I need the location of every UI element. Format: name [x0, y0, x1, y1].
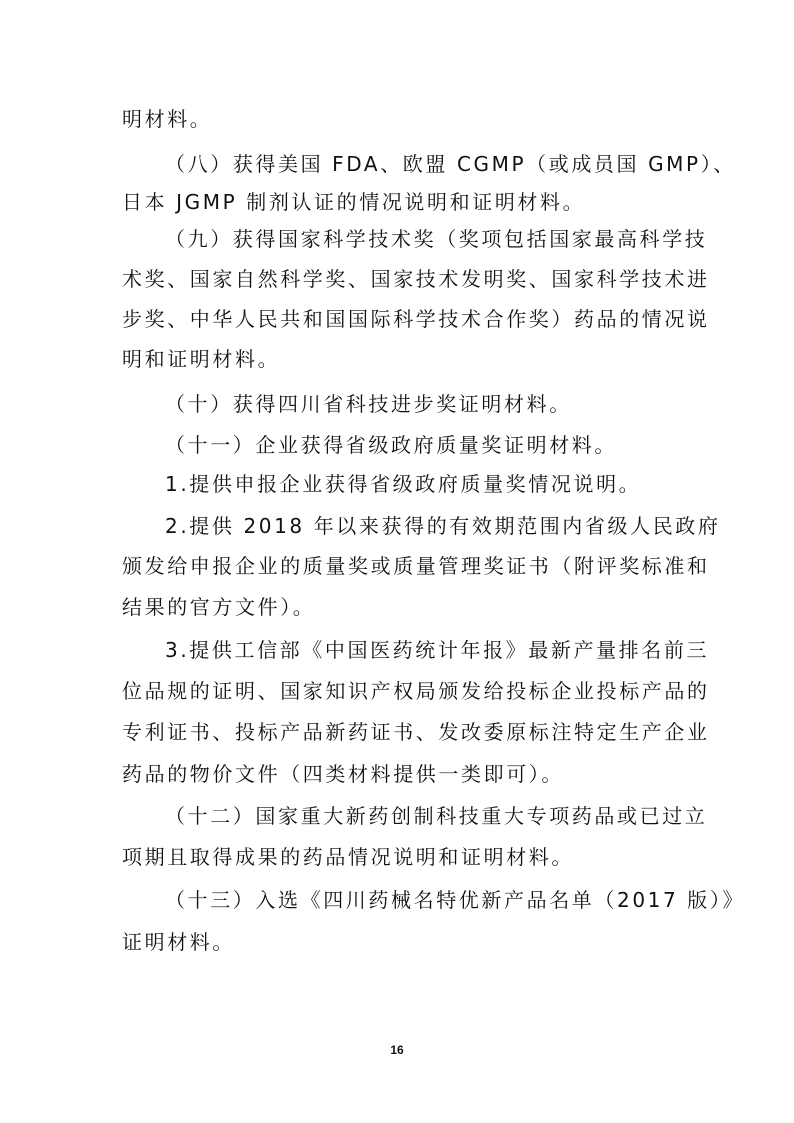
- text-line: （十）获得四川省科技进步奖证明材料。: [165, 392, 572, 416]
- text-line: 2.提供 2018 年以来获得的有效期范围内省级人民政府: [165, 514, 721, 538]
- text-line: 日本 JGMP 制剂认证的情况说明和证明材料。: [122, 190, 586, 214]
- text-line: 项期且取得成果的药品情况说明和证明材料。: [122, 845, 574, 869]
- text-line: 明和证明材料。: [122, 347, 281, 371]
- page-number: 16: [390, 1043, 404, 1057]
- text-line: （十一）企业获得省级政府质量奖证明材料。: [165, 433, 617, 457]
- text-line: 1.提供申报企业获得省级政府质量奖情况说明。: [165, 472, 642, 496]
- text-line: 术奖、国家自然科学奖、国家技术发明奖、国家科学技术进: [122, 267, 710, 291]
- text-line: 位品规的证明、国家知识产权局颁发给投标企业投标产品的: [122, 679, 710, 703]
- text-line: 专利证书、投标产品新药证书、发改委原标注特定生产企业: [122, 720, 710, 744]
- text-line: 步奖、中华人民共和国国际科学技术合作奖）药品的情况说: [122, 307, 710, 331]
- text-line: 3.提供工信部《中国医药统计年报》最新产量排名前三: [165, 638, 710, 662]
- text-line: 药品的物价文件（四类材料提供一类即可）。: [122, 762, 564, 786]
- text-line: （八）获得美国 FDA、欧盟 CGMP（或成员国 GMP）、: [165, 152, 736, 176]
- text-line: （十二）国家重大新药创制科技重大专项药品或已过立: [165, 804, 708, 828]
- text-line: 明材料。: [122, 107, 213, 131]
- text-line: （九）获得国家科学技术奖（奖项包括国家最高科学技: [165, 227, 708, 251]
- text-line: 颁发给申报企业的质量奖或质量管理奖证书（附评奖标准和: [122, 554, 710, 578]
- text-line: 结果的官方文件）。: [122, 595, 316, 619]
- text-line: 证明材料。: [122, 930, 235, 954]
- text-line: （十三）入选《四川药械名特优新产品名单（2017 版）》: [165, 888, 746, 912]
